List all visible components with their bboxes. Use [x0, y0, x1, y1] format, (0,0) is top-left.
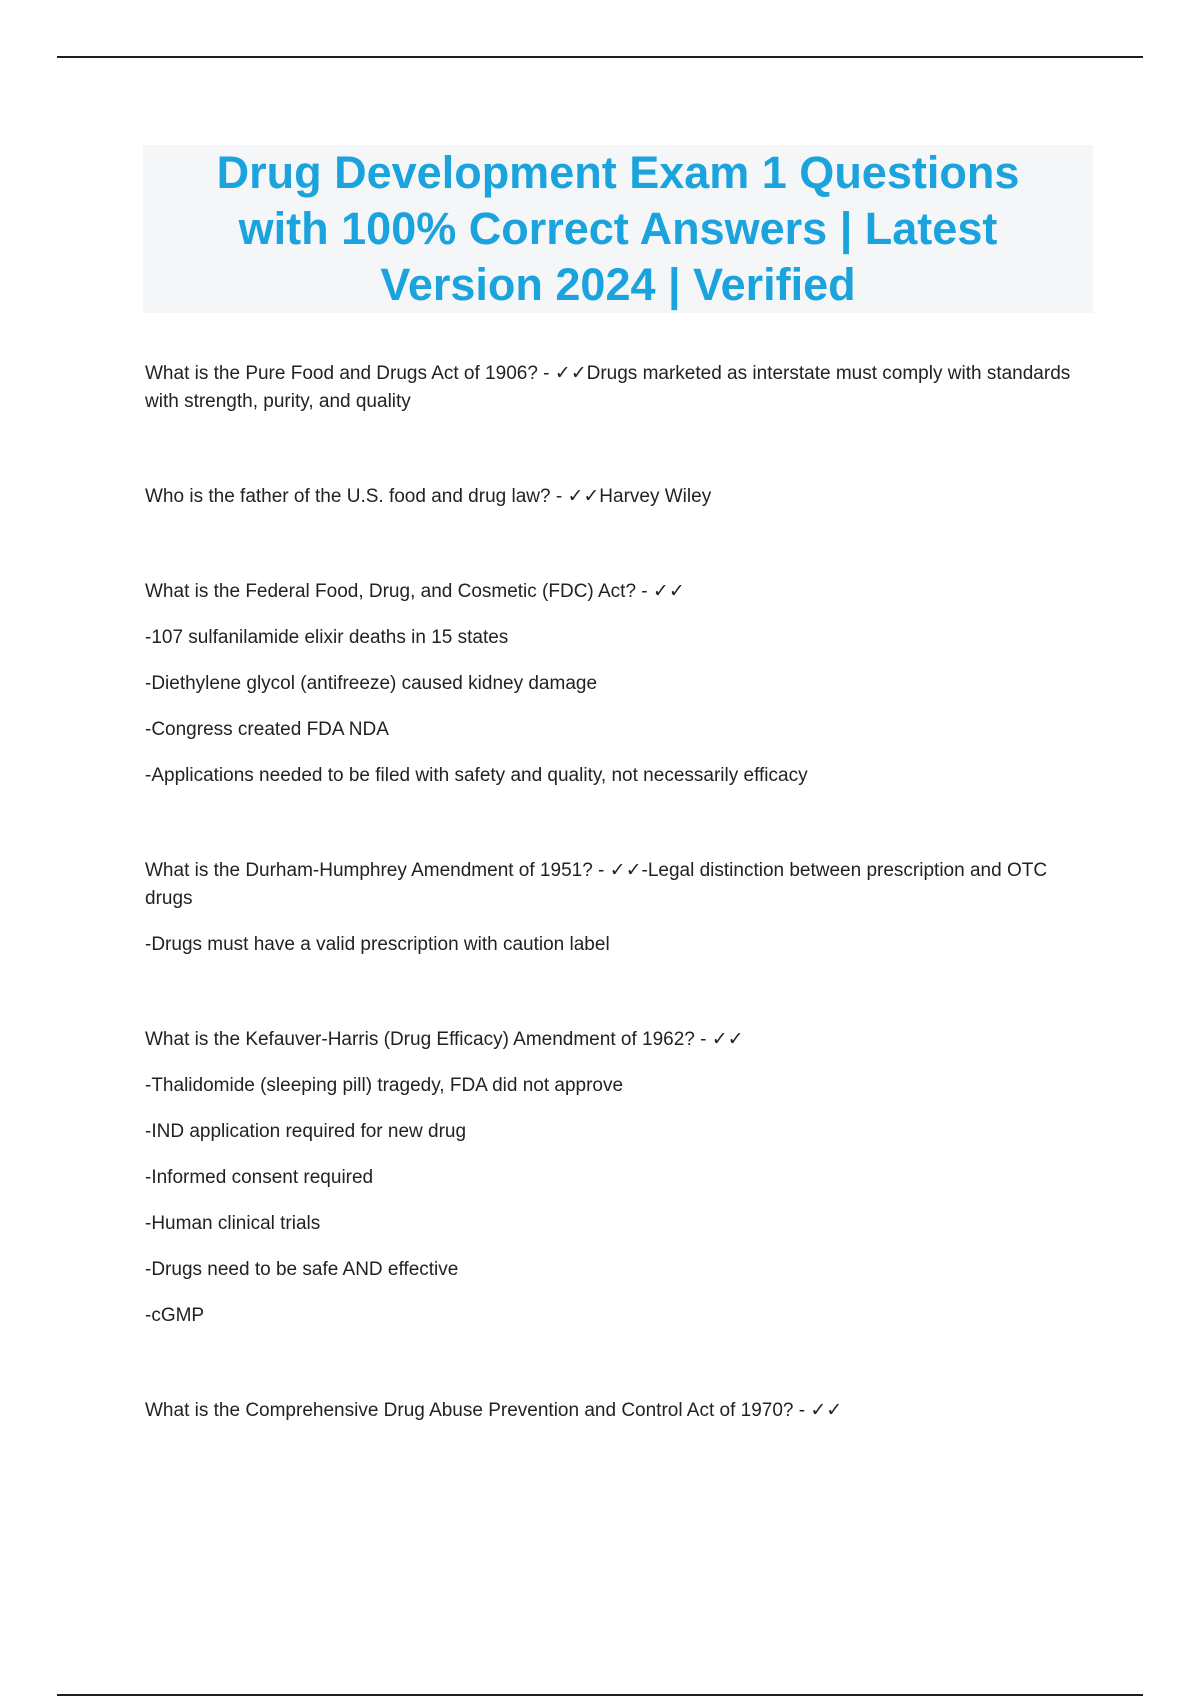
- answer-bullet: -Thalidomide (sleeping pill) tragedy, FDA did not approve: [145, 1075, 624, 1096]
- question-text: What is the Pure Food and Drugs Act of 1906? - ✓✓Drugs marketed as interstate must comply with standards with strength, purity, and quality: [145, 363, 1071, 412]
- answer-bullet: -Applications needed to be filed with safety and quality, not necessarily efficacy: [145, 765, 808, 786]
- qa-item: [145, 1026, 1075, 1330]
- qa-item: [145, 578, 1075, 790]
- question-text: What is the Comprehensive Drug Abuse Prevention and Control Act of 1970? - ✓✓: [145, 1400, 843, 1421]
- answer-bullet: -Congress created FDA NDA: [145, 719, 389, 740]
- top-divider: [57, 56, 1143, 58]
- qa-item: [145, 1397, 1075, 1425]
- answer-bullet: -Diethylene glycol (antifreeze) caused kidney damage: [145, 673, 598, 694]
- answer-bullet: -cGMP: [145, 1305, 205, 1326]
- answer-bullet: -IND application required for new drug: [145, 1121, 467, 1142]
- answer-bullet: -107 sulfanilamide elixir deaths in 15 states: [145, 627, 509, 648]
- bottom-divider: [57, 1694, 1143, 1696]
- question-text: What is the Durham-Humphrey Amendment of 1951? - ✓✓-Legal distinction between prescription and OTC drugs: [145, 860, 1048, 909]
- question-text: Who is the father of the U.S. food and drug law? - ✓✓Harvey Wiley: [145, 486, 712, 507]
- answer-bullet: -Informed consent required: [145, 1167, 374, 1188]
- qa-item: [145, 360, 1075, 416]
- document-title: Drug Development Exam 1 Questions with 100% Correct Answers | Latest Version 2024 | Verified: [216, 147, 1020, 310]
- qa-list: [145, 360, 1075, 1492]
- qa-item: [145, 483, 1075, 511]
- question-text: What is the Federal Food, Drug, and Cosmetic (FDC) Act? - ✓✓: [145, 581, 685, 602]
- answer-bullet: -Human clinical trials: [145, 1213, 321, 1234]
- title-banner: [143, 145, 1093, 313]
- answer-bullet: -Drugs need to be safe AND effective: [145, 1259, 459, 1280]
- answer-bullet: -Drugs must have a valid prescription with caution label: [145, 934, 610, 955]
- qa-item: [145, 857, 1075, 959]
- question-text: What is the Kefauver-Harris (Drug Efficacy) Amendment of 1962? - ✓✓: [145, 1029, 744, 1050]
